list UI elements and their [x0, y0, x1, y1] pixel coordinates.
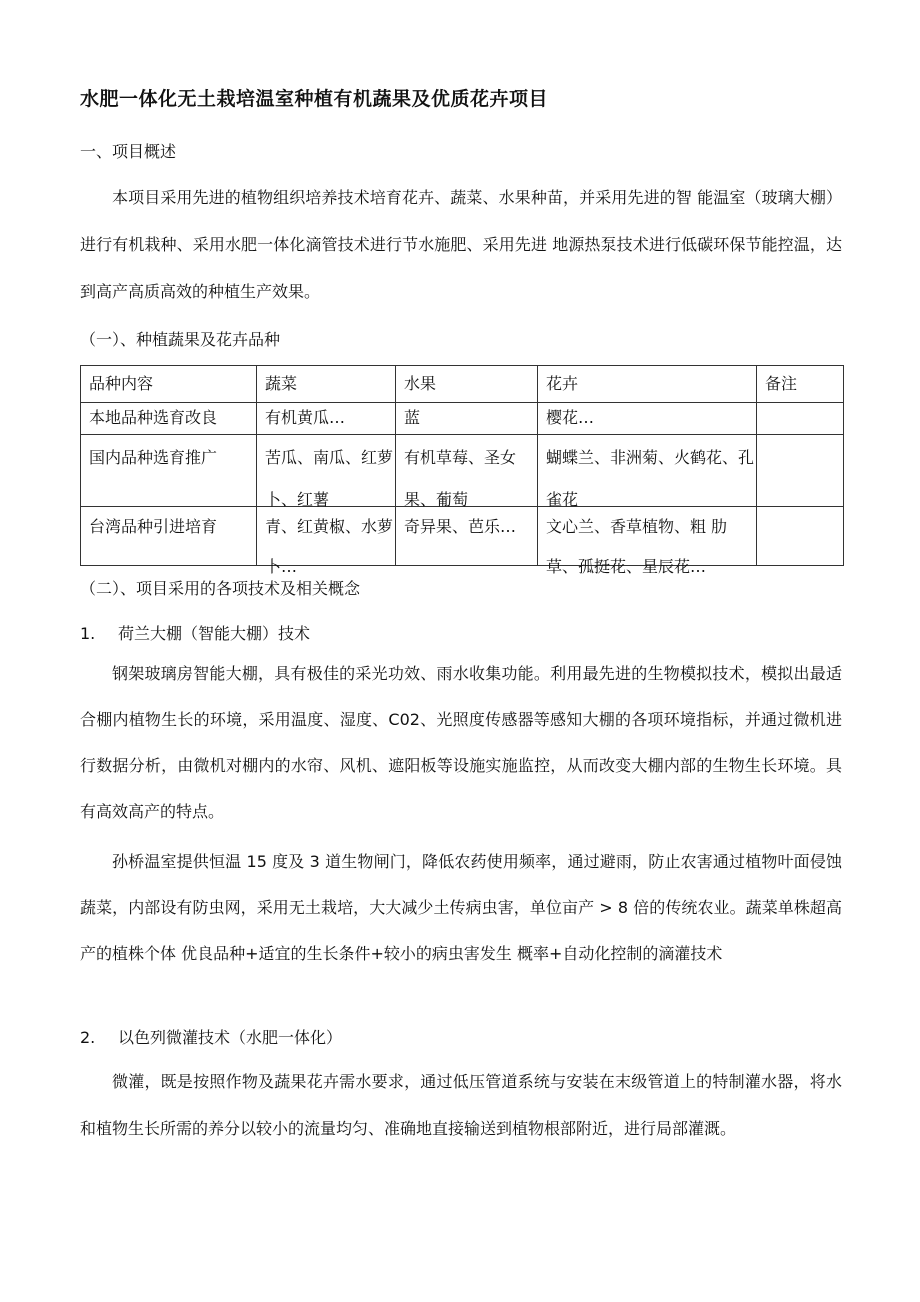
table-cell: [757, 507, 844, 566]
tech-heading-text: 以色列微灌技术（水肥一体化）: [118, 1028, 343, 1047]
table-cell: 本地品种选育改良: [81, 403, 257, 435]
table-header-cell: 备注: [757, 366, 844, 403]
table-cell-text: [765, 507, 843, 565]
table-header-cell: 花卉: [538, 366, 757, 403]
tech-heading-text: 荷兰大棚（智能大棚）技术: [118, 624, 311, 643]
tech-number: 1.: [80, 624, 96, 643]
table-cell: [757, 435, 844, 507]
table-cell-text: 国内品种选育推广: [89, 448, 218, 467]
table-cell: [538, 507, 757, 576]
table-header-cell: 水果: [396, 366, 538, 403]
table-cell: [396, 507, 538, 566]
table-cell: [257, 507, 396, 576]
greenhouse-paragraph: 钢架玻璃房智能大棚，具有极佳的采光功效、雨水收集功能。利用最先进的生物模拟技术，模拟出最适合棚内植物生长的环境，采用温度、湿度、C02、光照度传感器等感知大棚的各项环境指标，并通过微机进行数据分析，由微机对棚内的水帘、风机、遮阳板等设施实施监控，从而改变大棚内部的生物生长环境。具有高效高产的特点。: [80, 664, 842, 821]
intro-paragraph: 本项目采用先进的植物组织培养技术培育花卉、蔬菜、水果种苗，并采用先进的智 能温室（玻璃大棚）进行有机栽种、采用水肥一体化滴管技术进行节水施肥、采用先进 地源热泵技术进行低碳环保节能控温，达到高产高质高效的种植生产效果。: [80, 188, 842, 301]
tech-heading-micro-irrigation: [80, 1025, 342, 1048]
subsection-heading-varieties: （一）、种植蔬果及花卉品种: [80, 330, 281, 349]
table-cell-text: 奇异果、芭乐…: [404, 517, 517, 536]
table-cell-text: 有机草莓、圣女果、葡萄: [404, 448, 517, 509]
table-cell: 蓝: [396, 403, 538, 435]
table-cell: [81, 435, 257, 507]
varieties-table: [80, 365, 844, 576]
table-cell-text: 苦瓜、南瓜、红萝卜、红薯: [265, 448, 394, 509]
table-row: [81, 507, 844, 566]
document-title: 水肥一体化无土栽培温室种植有机蔬果及优质花卉项目: [80, 88, 549, 110]
table-cell-text: 文心兰、香草植物、粗 肋草、孤挺花、星辰花…: [546, 517, 728, 576]
section-heading-overview: 一、项目概述: [80, 142, 177, 161]
table-cell-text: 青、红黄椒、水萝卜…: [265, 517, 394, 576]
table-row: [81, 435, 844, 507]
table-cell: [81, 507, 257, 566]
table-header-row: [81, 366, 844, 403]
table-cell: [396, 435, 538, 507]
table-cell: [257, 435, 396, 507]
table-row: [81, 403, 844, 435]
sunqiao-paragraph: 孙桥温室提供恒温 15 度及 3 道生物闸门，降低农药使用频率，通过避雨，防止农害通过植物叶面侵蚀蔬菜，内部设有防虫网，采用无土栽培，大大减少土传病虫害，单位亩产 > 8 倍的传统农业。蔬菜单株超高产的植株个体 优良品种+适宜的生长条件+较小的病虫害发生 概率+自动化控制的滴灌技术: [80, 852, 842, 963]
micro-irrigation-paragraph: 微灌，既是按照作物及蔬果花卉需水要求，通过低压管道系统与安装在末级管道上的特制灌水器，将水和植物生长所需的养分以较小的流量均匀、准确地直接输送到植物根部附近，进行局部灌溉。: [80, 1072, 842, 1138]
tech-number: 2.: [80, 1028, 96, 1047]
table-header-cell: 品种内容: [81, 366, 257, 403]
table-cell-text: 台湾品种引进培育: [89, 517, 218, 536]
table-cell-text: [765, 437, 843, 504]
table-cell-text: 蝴蝶兰、非洲菊、火鹤花、孔雀花: [546, 448, 755, 509]
tech-heading-greenhouse: [80, 621, 310, 644]
subsection-heading-technologies: （二）、项目采用的各项技术及相关概念: [80, 579, 361, 598]
table-cell: 樱花…: [538, 403, 757, 435]
table-header-cell: 蔬菜: [257, 366, 396, 403]
table-cell: [757, 403, 844, 435]
table-cell: 有机黄瓜…: [257, 403, 396, 435]
table-cell: [538, 435, 757, 507]
